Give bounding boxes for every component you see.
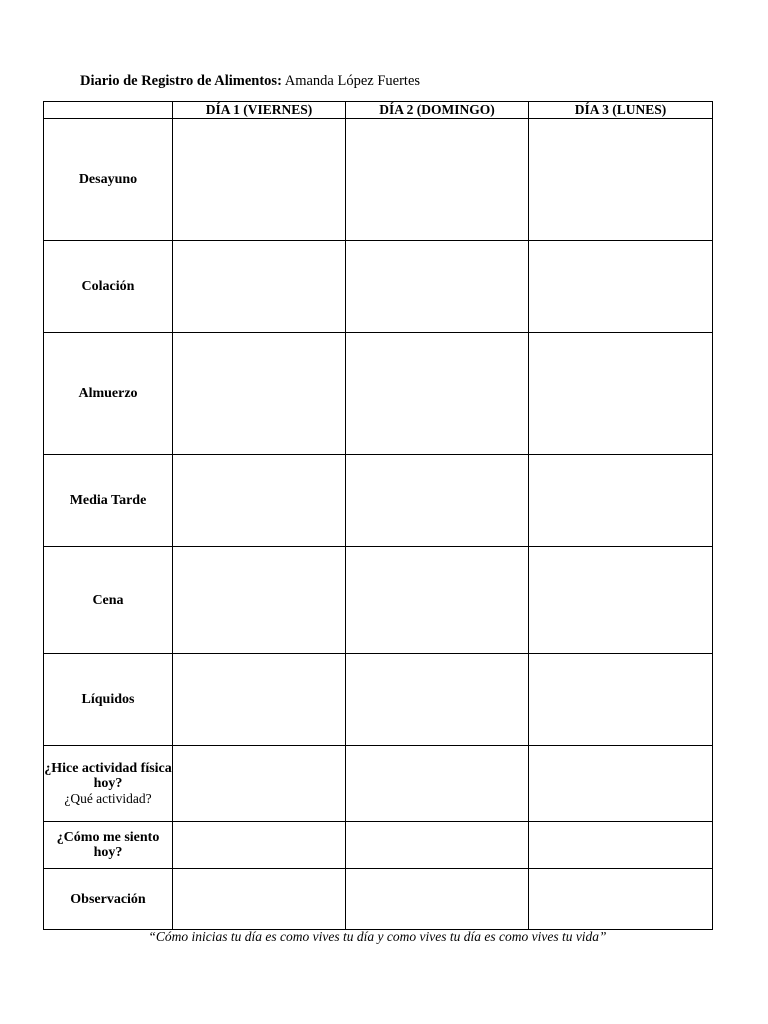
- food-log-table: [43, 101, 713, 930]
- entry-cell[interactable]: [173, 455, 346, 547]
- row-label: Almuerzo: [44, 333, 173, 455]
- entry-cell[interactable]: [529, 822, 713, 869]
- entry-cell[interactable]: [529, 547, 713, 654]
- entry-cell[interactable]: [529, 241, 713, 333]
- entry-cell[interactable]: [346, 822, 529, 869]
- row-label: Cena: [44, 547, 173, 654]
- document-title: [80, 73, 420, 90]
- entry-cell[interactable]: [529, 119, 713, 241]
- row-label-subtext: ¿Qué actividad?: [64, 791, 152, 806]
- entry-cell[interactable]: [346, 119, 529, 241]
- entry-cell[interactable]: [173, 869, 346, 930]
- table-row: [44, 547, 713, 654]
- header-cell-blank: [44, 102, 173, 119]
- row-label-activity: [44, 746, 173, 822]
- entry-cell[interactable]: [529, 654, 713, 746]
- entry-cell[interactable]: [173, 822, 346, 869]
- table-row: [44, 746, 713, 822]
- entry-cell[interactable]: [529, 333, 713, 455]
- entry-cell[interactable]: [346, 746, 529, 822]
- entry-cell[interactable]: [346, 654, 529, 746]
- entry-cell[interactable]: [529, 869, 713, 930]
- title-label: Diario de Registro de Alimentos:: [80, 73, 282, 89]
- entry-cell[interactable]: [173, 333, 346, 455]
- table-row: [44, 822, 713, 869]
- row-label: Desayuno: [44, 119, 173, 241]
- row-label-text: ¿Hice actividad física hoy?: [44, 761, 172, 791]
- title-name: Amanda López Fuertes: [284, 73, 421, 89]
- footer-quote: “Cómo inicias tu día es como vives tu día y como vives tu día es como vives tu vida”: [148, 929, 607, 944]
- table-row: [44, 455, 713, 547]
- entry-cell[interactable]: [346, 333, 529, 455]
- row-label: Observación: [44, 869, 173, 930]
- row-label: Media Tarde: [44, 455, 173, 547]
- entry-cell[interactable]: [346, 455, 529, 547]
- table-row: [44, 241, 713, 333]
- entry-cell[interactable]: [529, 455, 713, 547]
- header-cell-day-3: DÍA 3 (LUNES): [529, 102, 713, 119]
- table-row: [44, 333, 713, 455]
- table-row: [44, 119, 713, 241]
- table-row: [44, 654, 713, 746]
- table-row: [44, 869, 713, 930]
- header-row: [44, 102, 713, 119]
- entry-cell[interactable]: [346, 869, 529, 930]
- entry-cell[interactable]: [346, 241, 529, 333]
- row-label: ¿Cómo me siento hoy?: [44, 822, 173, 869]
- entry-cell[interactable]: [173, 241, 346, 333]
- row-label: Colación: [44, 241, 173, 333]
- row-label: Líquidos: [44, 654, 173, 746]
- entry-cell[interactable]: [529, 746, 713, 822]
- entry-cell[interactable]: [173, 119, 346, 241]
- header-cell-day-1: DÍA 1 (VIERNES): [173, 102, 346, 119]
- entry-cell[interactable]: [173, 654, 346, 746]
- entry-cell[interactable]: [173, 746, 346, 822]
- entry-cell[interactable]: [173, 547, 346, 654]
- entry-cell[interactable]: [346, 547, 529, 654]
- header-cell-day-2: DÍA 2 (DOMINGO): [346, 102, 529, 119]
